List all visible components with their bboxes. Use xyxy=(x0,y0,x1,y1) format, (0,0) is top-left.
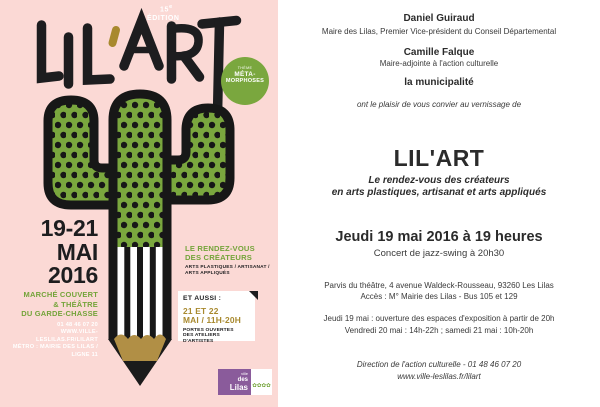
poster-dates-year: 2016 xyxy=(48,262,98,288)
invite-sentence: ont le plaisir de vous convier au vernissage de xyxy=(356,100,522,109)
poster-dates-month: MAI xyxy=(56,238,98,265)
edition-label xyxy=(147,3,180,23)
lilac-flower-icon: ✿ xyxy=(252,382,257,389)
venue-line: DU GARDE-CHASSE xyxy=(21,309,98,319)
tagline-sub: ARTS APPLIQUÉS xyxy=(185,271,230,277)
tagline-line: LE RENDEZ-VOUS xyxy=(185,244,255,253)
opening-hours: Jeudi 19 mai : ouverture des espaces d'exposition à partir de 20h xyxy=(323,314,555,323)
host2-name: Camille Falque xyxy=(403,47,475,58)
host3-name: la municipalité xyxy=(404,77,474,88)
also-hours: MAI / 11H-20H xyxy=(183,314,241,325)
tagline-line: DES CRÉATEURS xyxy=(185,253,253,263)
title-apostrophe-art xyxy=(113,30,117,43)
theme-badge-kicker: THÈME xyxy=(237,66,253,70)
footer-contact: Direction de l'action culturelle - 01 48 46 07 20 xyxy=(356,360,522,369)
event-datetime: Jeudi 19 mai 2016 à 19 heures xyxy=(335,229,543,245)
logo-line: des xyxy=(237,376,248,383)
event-poster xyxy=(0,0,278,407)
edition-number: 15 xyxy=(160,6,169,14)
ville-des-lilas-logo xyxy=(218,369,272,395)
host1-name: Daniel Guiraud xyxy=(403,13,475,24)
event-access: Accès : M° Mairie des Lilas - Bus 105 et 129 xyxy=(360,292,518,301)
edition-word: ÉDITION xyxy=(147,15,180,23)
lilac-flower-icon: ✿ xyxy=(256,382,262,389)
theme-badge xyxy=(219,66,271,85)
lilac-flower-icon: ✿ xyxy=(261,382,267,389)
logo-line: ville xyxy=(241,371,248,376)
theme-badge-line: MORPHOSES xyxy=(225,78,265,84)
lilac-flower-icon: ✿ xyxy=(266,382,271,389)
poster-website: WWW.VILLE-LESLILAS.FR/LILART xyxy=(36,329,98,343)
poster-dates-days: 19-21 xyxy=(40,215,98,241)
also-line: DES ATELIERS D'ARTISTES xyxy=(183,333,220,345)
edition-sup: e xyxy=(169,4,173,10)
poster-venue xyxy=(21,290,98,319)
also-heading: ET AUSSI : xyxy=(183,295,222,302)
tagline-sub: ARTS PLASTIQUES / ARTISANAT / xyxy=(185,265,270,271)
open-studios-box xyxy=(178,291,255,345)
event-subtitle: en arts plastiques, artisanat et arts appliqués xyxy=(331,187,547,198)
poster-metro: MÉTRO : MAIRIE DES LILAS / LIGNE 11 xyxy=(12,344,98,358)
venue-line: & THÉÂTRE xyxy=(53,299,98,309)
venue-line: MARCHÉ COUVERT xyxy=(23,290,98,299)
theme-badge-line: MÉTA- xyxy=(234,71,256,78)
event-concert: Concert de jazz-swing à 20h30 xyxy=(373,248,505,259)
also-line: PORTES OUVERTES xyxy=(183,327,234,333)
event-title: LIL'ART xyxy=(393,145,485,171)
folded-corner-icon xyxy=(249,291,258,300)
opening-hours: Vendredi 20 mai : 14h-22h ; samedi 21 mai : 10h-20h xyxy=(344,326,534,335)
poster-contact xyxy=(0,322,98,359)
host1-title: Maire des Lilas, Premier Vice-président du Conseil Départemental xyxy=(321,27,557,36)
poster-tagline xyxy=(185,244,270,277)
logo-text-block xyxy=(218,369,251,395)
event-address: Parvis du théâtre, 4 avenue Waldeck-Rousseau, 93260 Les Lilas xyxy=(324,281,554,290)
also-dates: 21 ET 22 xyxy=(183,306,219,316)
invitation-panel xyxy=(278,0,600,407)
poster-phone: 01 48 46 07 20 xyxy=(57,322,98,328)
poster-dates xyxy=(41,217,98,288)
logo-flowers-block xyxy=(251,369,272,395)
footer-website: www.ville-leslilas.fr/lilart xyxy=(397,372,481,381)
host2-title: Maire-adjointe à l'action culturelle xyxy=(379,59,499,68)
event-subtitle: Le rendez-vous des créateurs xyxy=(368,175,510,186)
logo-line: Lilas xyxy=(229,383,248,392)
